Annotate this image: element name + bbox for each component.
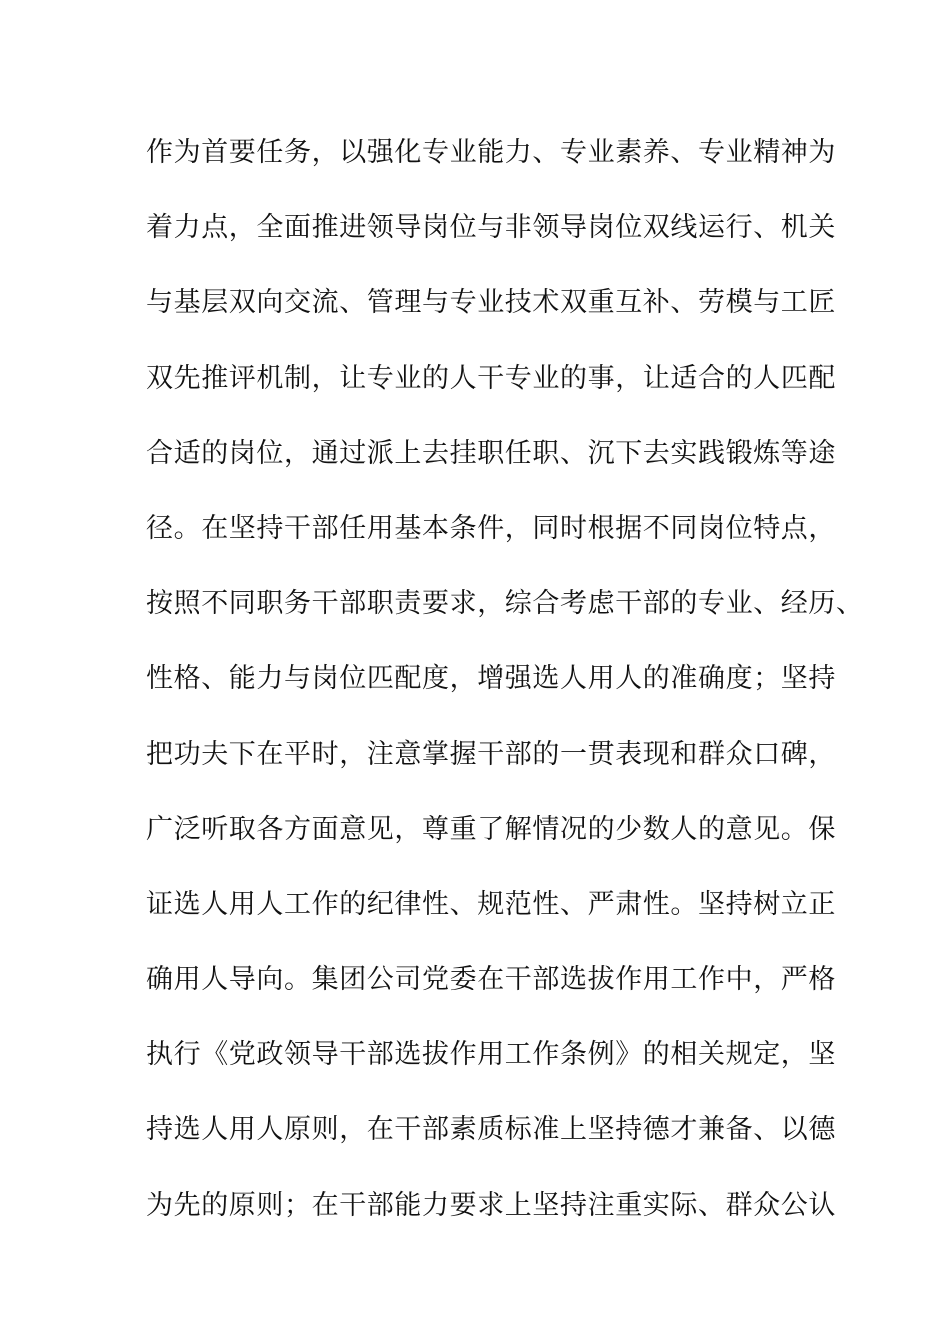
text-line: 按照不同职务干部职责要求，综合考虑干部的专业、经历、 bbox=[146, 588, 864, 620]
text-line: 着力点，全面推进领导岗位与非领导岗位双线运行、机关 bbox=[146, 212, 836, 244]
text-line: 径。在坚持干部任用基本条件，同时根据不同岗位特点， bbox=[146, 512, 836, 544]
body-text bbox=[146, 132, 864, 1260]
text-line: 作为首要任务，以强化专业能力、专业素养、专业精神为 bbox=[146, 137, 836, 168]
text-line: 双先推评机制，让专业的人干专业的事，让适合的人匹配 bbox=[146, 362, 836, 394]
text-line: 确用人导向。集团公司党委在干部选拔作用工作中，严格 bbox=[146, 964, 836, 996]
text-line: 持选人用人原则，在干部素质标准上坚持德才兼备、以德 bbox=[146, 1114, 836, 1146]
text-line: 执行《党政领导干部选拔作用工作条例》的相关规定，坚 bbox=[146, 1039, 836, 1071]
text-line: 广泛听取各方面意见，尊重了解情况的少数人的意见。保 bbox=[146, 813, 836, 845]
text-line: 与基层双向交流、管理与专业技术双重互补、劳模与工匠 bbox=[146, 287, 836, 319]
text-line: 为先的原则；在干部能力要求上坚持注重实际、群众公认 bbox=[146, 1189, 836, 1221]
text-line: 性格、能力与岗位匹配度，增强选人用人的准确度；坚持 bbox=[146, 663, 836, 695]
text-line: 合适的岗位，通过派上去挂职任职、沉下去实践锻炼等途 bbox=[146, 437, 836, 469]
text-line: 证选人用人工作的纪律性、规范性、严肃性。坚持树立正 bbox=[146, 888, 836, 920]
text-line: 把功夫下在平时，注意掌握干部的一贯表现和群众口碑， bbox=[146, 738, 836, 770]
